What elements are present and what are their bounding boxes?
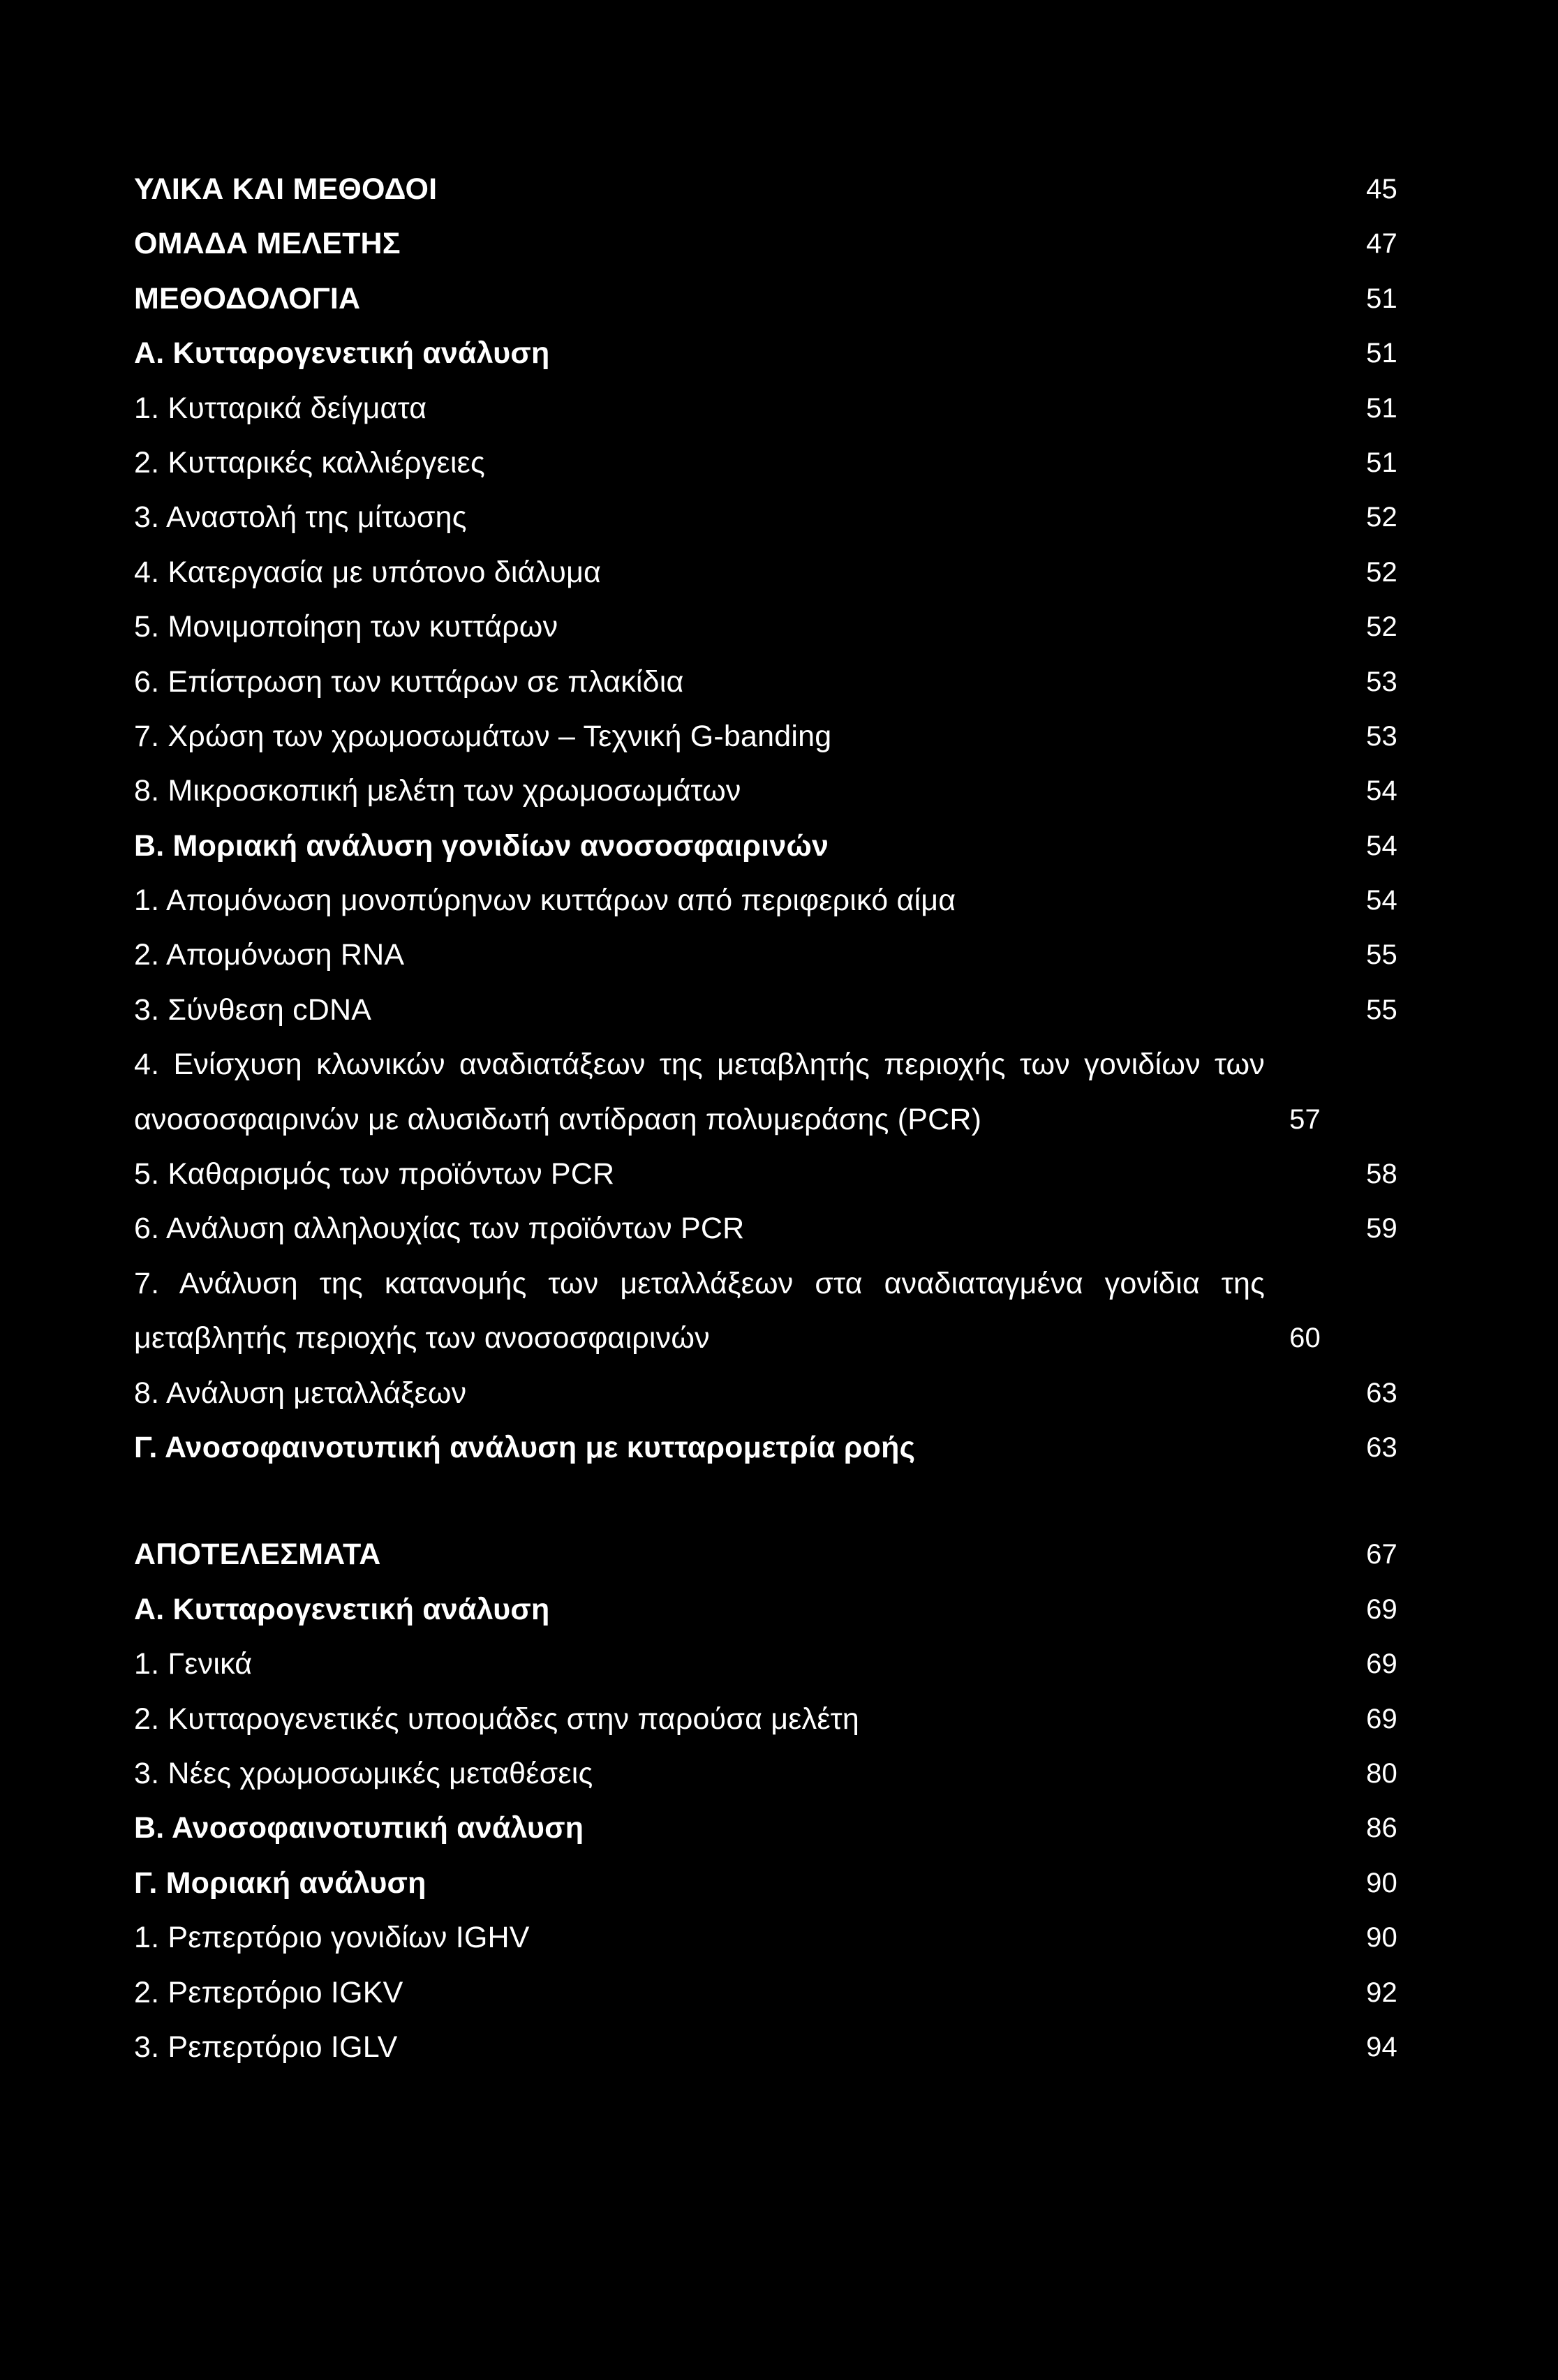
toc-entry-label: 8. Ανάλυση μεταλλάξεων — [134, 1376, 467, 1410]
toc-entry-label: 7. Ανάλυση της κατανομής των μεταλλάξεων στα αναδιαταγμένα γονίδια της μεταβλητής περιοχής των ανοσοσφαιρινών — [134, 1266, 1265, 1355]
toc-page-number: 63 — [1366, 1377, 1397, 1408]
toc-page-number: 67 — [1366, 1539, 1397, 1570]
toc-entry-label: Α. Κυτταρογενετική ανάλυση — [134, 1592, 550, 1626]
toc-entry-label: 3. Νέες χρωμοσωμικές μεταθέσεις — [134, 1756, 593, 1790]
toc-entry — [134, 1201, 1397, 1256]
toc-entry — [134, 1366, 1397, 1420]
toc-entry — [134, 1910, 1397, 1965]
toc-page-number: 52 — [1366, 611, 1397, 643]
toc-entry — [134, 2020, 1397, 2074]
toc-page-number: 86 — [1366, 1813, 1397, 1844]
toc-section — [134, 1527, 1397, 2074]
toc-entry-label: Β. Μοριακή ανάλυση γονιδίων ανοσοσφαιρινών — [134, 828, 829, 863]
toc-entry — [134, 655, 1397, 709]
toc-page-number: 45 — [1366, 174, 1397, 204]
toc-entry-label: 1. Κυτταρικά δείγματα — [134, 391, 427, 425]
toc-entry-label: 1. Απομόνωση μονοπύρηνων κυττάρων από περιφερικό αίμα — [134, 884, 956, 918]
toc-heading — [134, 1801, 1397, 1855]
toc-page-number: 52 — [1366, 556, 1397, 588]
toc-entry-label: Γ. Μοριακή ανάλυση — [134, 1866, 426, 1900]
toc-entry-label: 6. Ανάλυση αλληλουχίας των προϊόντων PCR — [134, 1212, 745, 1246]
toc-page-number: 63 — [1366, 1432, 1397, 1464]
toc-entry — [134, 490, 1397, 544]
toc-page-number: 92 — [1366, 1977, 1397, 2008]
toc-page-number: 59 — [1366, 1213, 1397, 1244]
toc-entry — [134, 1692, 1397, 1746]
toc-entry-label: Β. Ανοσοφαινοτυπική ανάλυση — [134, 1811, 584, 1845]
toc-heading — [134, 1582, 1397, 1637]
toc-entry-label: 2. Ρεπερτόριο IGKV — [134, 1975, 403, 2009]
toc-entry-label: 1. Ρεπερτόριο γονιδίων IGHV — [134, 1921, 530, 1955]
toc-page-number: 54 — [1366, 885, 1397, 916]
toc-entry-label: ΜΕΘΟΔΟΛΟΓΙΑ — [134, 281, 361, 315]
toc-entry-label: ΥΛΙΚΑ ΚΑΙ ΜΕΘΟΔΟΙ — [134, 172, 438, 206]
toc-entry-label: Α. Κυτταρογενετική ανάλυση — [134, 336, 550, 371]
toc-heading — [134, 326, 1397, 380]
toc-page-number: 54 — [1366, 775, 1397, 807]
toc-page-number: 53 — [1366, 666, 1397, 697]
toc-page-number: 80 — [1366, 1757, 1397, 1789]
toc-entry-label: ΑΠΟΤΕΛΕΣΜΑΤΑ — [134, 1538, 381, 1572]
toc-page-number: 58 — [1366, 1159, 1397, 1190]
toc-page-number: 94 — [1366, 2031, 1397, 2062]
toc-entry-label: ΟΜΑΔΑ ΜΕΛΕΤΗΣ — [134, 227, 401, 261]
toc-heading — [134, 1856, 1397, 1910]
toc-heading — [134, 162, 1397, 216]
toc-entry — [134, 1256, 1397, 1366]
toc-page-number: 51 — [1366, 283, 1397, 314]
toc-heading — [134, 216, 1397, 271]
toc-entry-label: 1. Γενικά — [134, 1647, 253, 1681]
toc-entry-label: 3. Αναστολή της μίτωσης — [134, 500, 467, 535]
toc-entry — [134, 1037, 1397, 1147]
toc-entry-label: 2. Κυτταρικές καλλιέργειες — [134, 445, 485, 479]
toc-entry — [134, 928, 1397, 982]
toc-entry-label: 3. Ρεπερτόριο IGLV — [134, 2030, 398, 2064]
toc-page-number: 55 — [1366, 939, 1397, 971]
toc-entry — [134, 1965, 1397, 2020]
toc-page-number: 90 — [1366, 1922, 1397, 1954]
toc-entry-label: 2. Απομόνωση RNA — [134, 938, 405, 972]
toc-page-number: 47 — [1366, 228, 1397, 260]
toc-section — [134, 162, 1397, 1475]
toc-page-number: 69 — [1366, 1649, 1397, 1680]
toc-page-number: 57 — [1289, 1103, 1321, 1135]
table-of-contents — [134, 162, 1397, 2074]
toc-entry-label: 4. Ενίσχυση κλωνικών αναδιατάξεων της μεταβλητής περιοχής των γονιδίων των ανοσοσφαιρινών με αλυσιδωτή αντίδραση πολυμεράσης (PCR) — [134, 1048, 1265, 1136]
toc-entry-label: 5. Καθαρισμός των προϊόντων PCR — [134, 1157, 615, 1191]
toc-page-number: 51 — [1366, 447, 1397, 478]
toc-entry — [134, 545, 1397, 600]
toc-entry — [134, 381, 1397, 436]
toc-page-number: 90 — [1366, 1867, 1397, 1898]
toc-entry — [134, 873, 1397, 928]
toc-page-number: 51 — [1366, 338, 1397, 369]
toc-entry — [134, 436, 1397, 490]
toc-entry-label: 7. Χρώση των χρωμοσωμάτων – Τεχνική G-banding — [134, 719, 832, 753]
toc-entry — [134, 709, 1397, 764]
toc-entry — [134, 1746, 1397, 1801]
toc-page-number: 51 — [1366, 392, 1397, 424]
toc-heading — [134, 819, 1397, 873]
toc-entry-label: 8. Μικροσκοπική μελέτη των χρωμοσωμάτων — [134, 774, 741, 808]
toc-entry-label: Γ. Ανοσοφαινοτυπική ανάλυση με κυτταρομετρία ροής — [134, 1431, 916, 1465]
toc-heading — [134, 1527, 1397, 1582]
toc-entry-label: 5. Μονιμοποίηση των κυττάρων — [134, 610, 558, 644]
toc-entry-label: 4. Κατεργασία με υπότονο διάλυμα — [134, 555, 602, 589]
toc-entry — [134, 600, 1397, 654]
toc-entry — [134, 1147, 1397, 1201]
toc-page-number: 60 — [1289, 1323, 1321, 1354]
toc-page-number: 53 — [1366, 720, 1397, 752]
toc-entry — [134, 764, 1397, 818]
toc-page-number: 69 — [1366, 1593, 1397, 1625]
toc-page-number: 55 — [1366, 994, 1397, 1025]
toc-page-number: 54 — [1366, 830, 1397, 861]
toc-entry-label: 3. Σύνθεση cDNA — [134, 992, 372, 1027]
toc-entry — [134, 983, 1397, 1037]
toc-entry-label: 2. Κυτταρογενετικές υποομάδες στην παρούσα μελέτη — [134, 1702, 859, 1736]
toc-entry-label: 6. Επίστρωση των κυττάρων σε πλακίδια — [134, 664, 684, 699]
toc-page-number: 52 — [1366, 502, 1397, 533]
toc-entry — [134, 1637, 1397, 1691]
toc-heading — [134, 1420, 1397, 1475]
toc-heading — [134, 272, 1397, 326]
toc-page-number: 69 — [1366, 1703, 1397, 1734]
